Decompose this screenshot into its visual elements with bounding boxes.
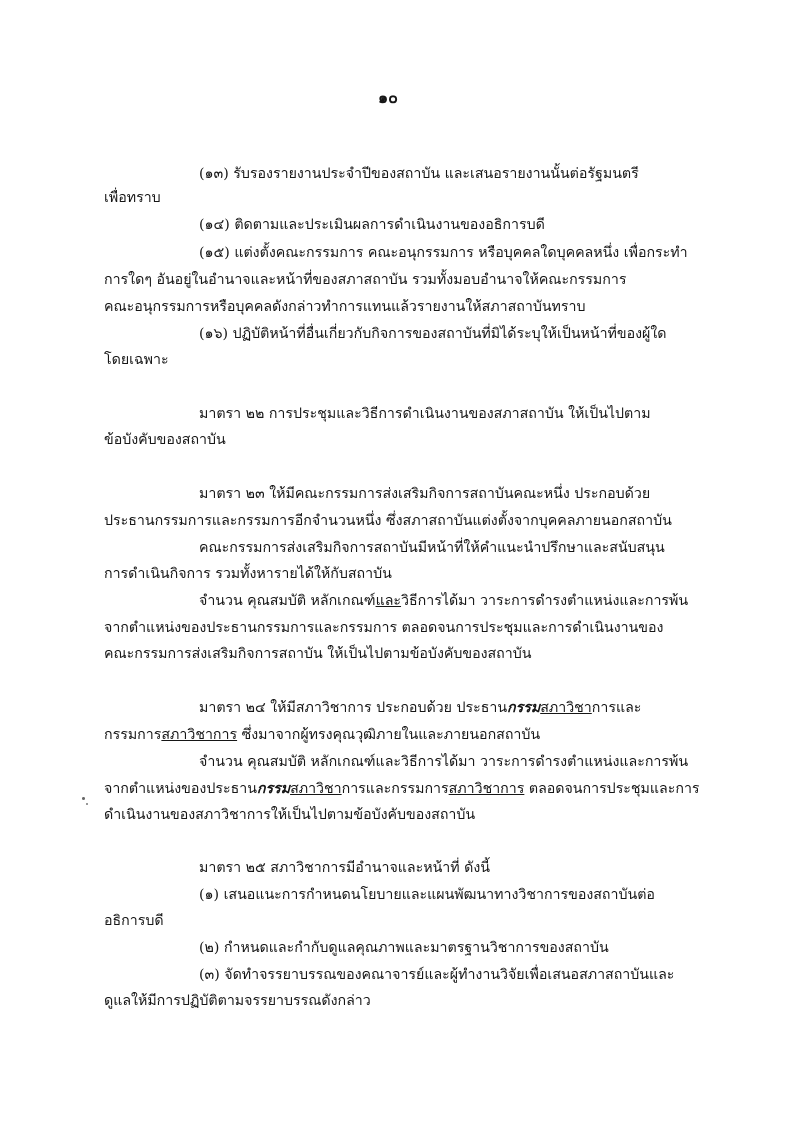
section-23-p2-line-2: การดำเนินกิจการ รวมทั้งหารายได้ให้กับสถาบัน	[104, 566, 392, 582]
clause-14: (๑๔) ติดตามและประเมินผลการดำเนินงานของอธิการบดี	[199, 217, 545, 233]
section-24-text-a: มาตรา ๒๔ ให้มีสภาวิชาการ ประกอบด้วย ประธาน	[199, 700, 508, 716]
section-22-line-1: มาตรา ๒๒ การประชุมและวิธีการดำเนินงานของสภาสถาบัน ให้เป็นไปตาม	[199, 406, 651, 422]
section-24-p1-line-1	[199, 698, 641, 718]
section-24-p1-line-2	[104, 725, 540, 745]
clause-15-line-3: คณะอนุกรรมการหรือบุคคลดังกล่าวทำการแทนแล้วรายงานให้สภาสถาบันทราบ	[104, 299, 586, 315]
section-23-p3-text-cont: วิธีการได้มา วาระการดำรงตำแหน่งและการพ้น	[401, 593, 689, 609]
section-23-p1-line-1: มาตรา ๒๓ ให้มีคณะกรรมการส่งเสริมกิจการสถาบันคณะหนึ่ง ประกอบด้วย	[199, 486, 651, 502]
section-23-p3-line-3: คณะกรรมการส่งเสริมกิจการสถาบัน ให้เป็นไปตามข้อบังคับของสถาบัน	[104, 646, 532, 662]
clause-13-line-2: เพื่อทราบ	[104, 190, 161, 206]
section-25-item-1-line-1: (๑) เสนอแนะการกำหนดนโยบายและแผนพัฒนาทางวิชาการของสถาบันต่อ	[199, 887, 655, 903]
section-24-inserted-word: กรรม	[507, 700, 541, 716]
section-23-p3-line-1	[199, 591, 688, 611]
section-24-p2-inserted-word: กรรม	[256, 781, 291, 797]
page-number: ๑๐	[378, 88, 398, 107]
section-23-p1-line-2: ประธานกรรมการและกรรมการอีกจำนวนหนึ่ง ซึ่งสภาสถาบันแต่งตั้งจากบุคคลภายนอกสถาบัน	[104, 513, 672, 529]
clause-15-line-1: (๑๕) แต่งตั้งคณะกรรมการ คณะอนุกรรมการ หรือบุคคลใดบุคคลหนึ่ง เพื่อกระทำ	[199, 245, 688, 261]
section-23-p3-underlined-and: และ	[375, 593, 402, 609]
section-23-p2-line-1: คณะกรรมการส่งเสริมกิจการสถาบันมีหน้าที่ให้คำแนะนำปรึกษาและสนับสนุน	[199, 540, 665, 556]
clause-16-line-1: (๑๖) ปฏิบัติหน้าที่อื่นเกี่ยวกับกิจการของสถาบันที่มิได้ระบุให้เป็นหน้าที่ของผู้ใด	[199, 326, 667, 342]
section-25-item-1-line-2: อธิการบดี	[104, 913, 164, 929]
section-24-text-f: ซึ่งมาจากผู้ทรงคุณวุฒิภายในและภายนอกสถาบัน	[237, 727, 541, 743]
clause-16-line-2: โดยเฉพาะ	[104, 352, 169, 368]
section-24-p2-underlined-council: สภาวิชาการ	[448, 781, 525, 797]
section-24-underlined-council: สภาวิชาการ	[161, 727, 238, 743]
section-25-heading: มาตรา ๒๕ สภาวิชาการมีอำนาจและหน้าที่ ดังนี้	[199, 860, 490, 876]
section-24-p2-line-3: ดำเนินงานของสภาวิชาการให้เป็นไปตามข้อบังคับของสถาบัน	[104, 807, 476, 823]
section-24-p2-line-1: จำนวน คุณสมบัติ หลักเกณฑ์และวิธีการได้มา วาระการดำรงตำแหน่งและการพ้น	[199, 754, 689, 770]
section-24-p2-line-2	[104, 779, 700, 799]
section-23-p3-text: จำนวน คุณสมบัติ หลักเกณฑ์	[199, 593, 376, 609]
section-24-underlined-word: สภาวิชา	[540, 700, 592, 716]
section-24-text-e: กรรมการ	[104, 727, 162, 743]
section-22-line-2: ข้อบังคับของสถาบัน	[104, 432, 226, 448]
scan-speck-small	[86, 803, 88, 805]
section-24-p2-text-d: การและกรรมการ	[341, 781, 449, 797]
section-24-text-d: การและ	[591, 700, 642, 716]
clause-13-line-1: (๑๓) รับรองรายงานประจำปีของสถาบัน และเสนอรายงานนั้นต่อรัฐมนตรี	[199, 166, 639, 182]
section-23-p3-line-2: จากตำแหน่งของประธานกรรมการและกรรมการ ตลอดจนการประชุมและการดำเนินงานของ	[104, 620, 664, 636]
section-24-p2-text-f: ตลอดจนการประชุมและการ	[524, 781, 700, 797]
section-25-item-2: (๒) กำหนดและกำกับดูแลคุณภาพและมาตรฐานวิชาการของสถาบัน	[199, 940, 609, 956]
section-24-p2-text-a: จากตำแหน่งของประธาน	[104, 781, 257, 797]
section-24-p2-underlined-word: สภาวิชา	[290, 781, 342, 797]
clause-15-line-2: การใดๆ อันอยู่ในอำนาจและหน้าที่ของสภาสถาบัน รวมทั้งมอบอำนาจให้คณะกรรมการ	[104, 272, 627, 288]
scan-speck	[82, 797, 85, 800]
section-25-item-3-line-2: ดูแลให้มีการปฏิบัติตามจรรยาบรรณดังกล่าว	[104, 993, 371, 1009]
section-25-item-3-line-1: (๓) จัดทำจรรยาบรรณของคณาจารย์และผู้ทำงานวิจัยเพื่อเสนอสภาสถาบันและ	[199, 967, 675, 983]
